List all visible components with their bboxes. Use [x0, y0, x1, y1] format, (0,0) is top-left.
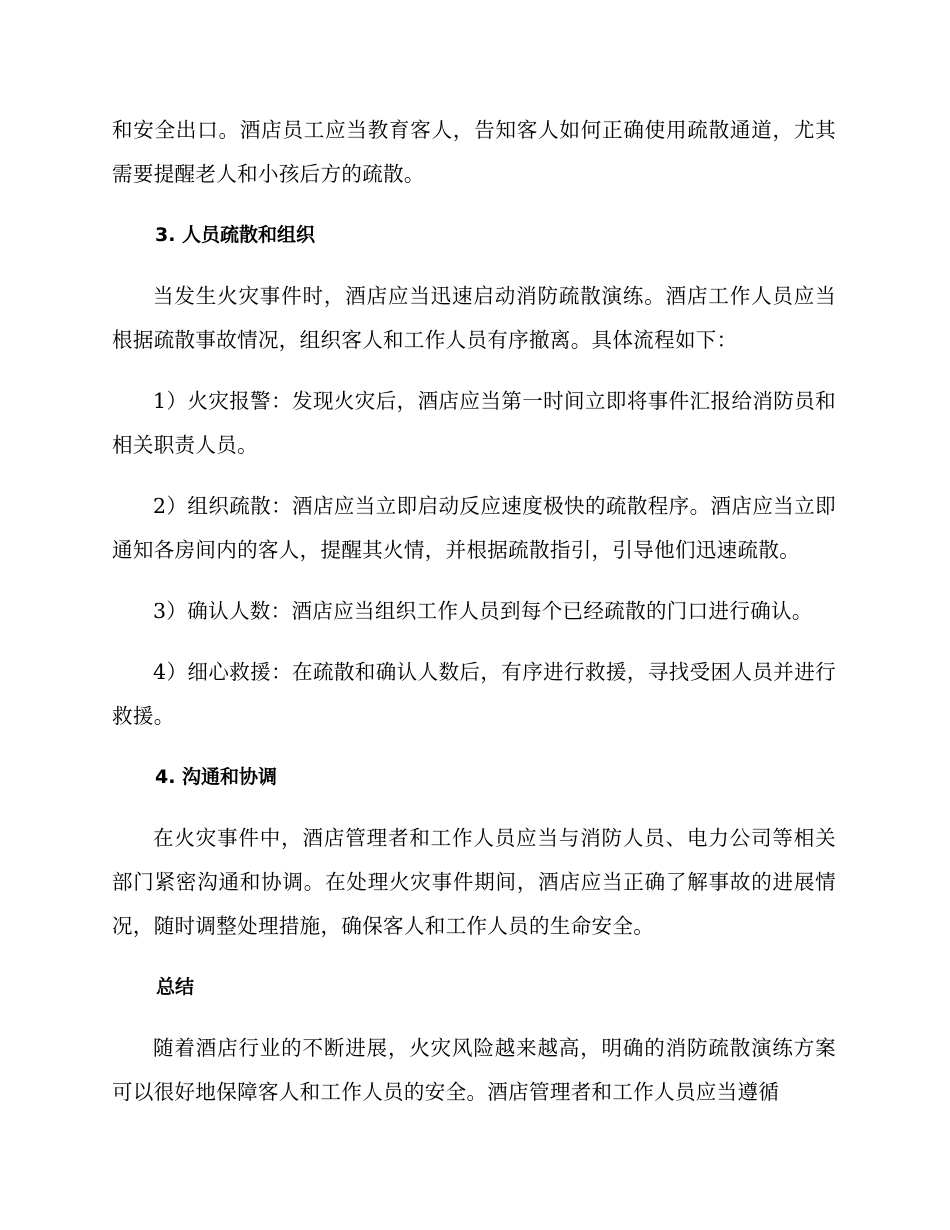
step-organize-evacuation: 2）组织疏散：酒店应当立即启动反应速度极快的疏散程序。酒店应当立即通知各房间内的客人，提醒其火情，并根据疏散指引，引导他们迅速疏散。 — [112, 494, 836, 562]
step-rescue: 4）细心救援：在疏散和确认人数后，有序进行救援，寻找受困人员并进行救援。 — [112, 660, 836, 728]
continued-paragraph: 和安全出口。酒店员工应当教育客人，告知客人如何正确使用疏散通道，尤其需要提醒老人和小孩后方的疏散。 — [112, 118, 836, 186]
summary-paragraph: 随着酒店行业的不断进展，火灾风险越来越高，明确的消防疏散演练方案可以很好地保障客人和工作人员的安全。酒店管理者和工作人员应当遵循 — [112, 1036, 836, 1104]
section-heading-evacuation: 3. 人员疏散和组织 — [155, 224, 316, 246]
evacuation-intro-paragraph: 当发生火灾事件时，酒店应当迅速启动消防疏散演练。酒店工作人员应当根据疏散事故情况，组织客人和工作人员有序撤离。具体流程如下： — [112, 284, 836, 352]
document-body — [112, 108, 836, 1131]
section-heading-communication: 4. 沟通和协调 — [155, 766, 278, 788]
section-heading-summary: 总结 — [156, 976, 195, 998]
step-fire-alarm: 1）火灾报警：发现火灾后，酒店应当第一时间立即将事件汇报给消防员和相关职责人员。 — [112, 389, 836, 457]
communication-paragraph: 在火灾事件中，酒店管理者和工作人员应当与消防人员、电力公司等相关部门紧密沟通和协调。在处理火灾事件期间，酒店应当正确了解事故的进展情况，随时调整处理措施，确保客人和工作人员的生命安全。 — [112, 826, 836, 938]
step-confirm-headcount: 3）确认人数：酒店应当组织工作人员到每个已经疏散的门口进行确认。 — [153, 599, 813, 623]
